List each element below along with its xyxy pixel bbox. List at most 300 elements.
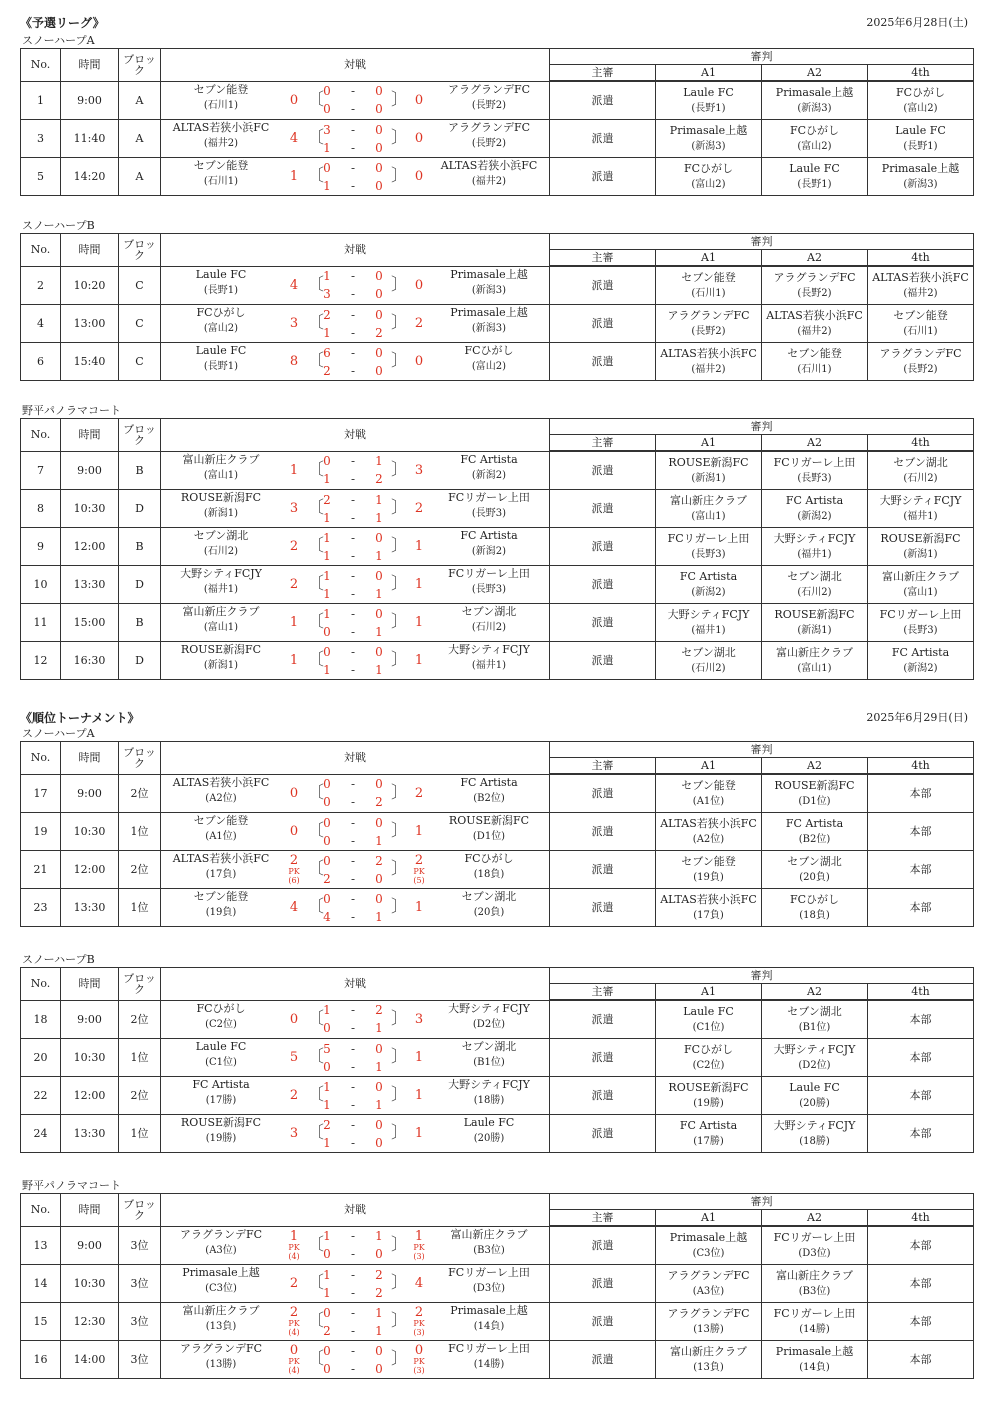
- away-total-score: [408, 343, 430, 380]
- match-cell: [161, 851, 550, 889]
- home-pk-score: (4): [288, 1328, 300, 1337]
- referee-a1-team-sub: (石川1): [691, 288, 726, 299]
- referee-a2-team-sub: (20負): [799, 872, 830, 883]
- referee-a2-team-name: アラグランデFC: [773, 271, 856, 284]
- match-no: 8: [21, 490, 61, 528]
- away-pk-label: PK: [413, 867, 425, 876]
- home-team: [161, 568, 281, 595]
- away-total-score: [408, 813, 430, 850]
- home-team: [161, 492, 281, 519]
- first-half-score: [317, 891, 389, 906]
- half-home-goals: 1: [323, 1097, 331, 1112]
- home-score: 0: [289, 92, 299, 108]
- home-team-sub: (長野1): [203, 361, 239, 372]
- half-away-goals: 0: [375, 815, 383, 830]
- half-home-goals: 0: [323, 795, 331, 810]
- matchup: [161, 1001, 549, 1038]
- referee-a2-team: [762, 894, 867, 921]
- home-team-name: Primasale上越: [182, 1266, 260, 1279]
- referee-a1-team-name: アラグランデFC: [667, 1269, 750, 1282]
- home-team: [161, 1117, 281, 1144]
- right-bracket: 〕: [391, 574, 408, 594]
- referee-a2-team-name: 大野シティFCJY: [773, 532, 856, 545]
- referee-a2-team: [762, 647, 867, 674]
- half-dash: -: [350, 548, 356, 563]
- second-half-score: [317, 1097, 389, 1112]
- header-no: No.: [21, 49, 61, 82]
- referee-a1-team-sub: (長野1): [691, 103, 726, 114]
- half-home-goals: 1: [323, 325, 331, 340]
- referee-fourth: [868, 81, 974, 120]
- referee-a2-team-name: セブン湖北: [787, 570, 842, 583]
- referee-a2-team: [762, 495, 867, 522]
- match-cell: [161, 266, 550, 305]
- half-away-goals: 0: [375, 122, 383, 137]
- second-half-score: [317, 363, 389, 378]
- match-time: 15:40: [61, 343, 119, 381]
- second-half-score: [317, 871, 389, 886]
- match-row: [21, 490, 974, 528]
- matchup: [161, 1227, 549, 1264]
- right-bracket: 〕: [391, 782, 408, 803]
- match-block: C: [119, 343, 161, 381]
- home-team: [161, 345, 281, 372]
- away-team-name: FCリガーレ上田: [448, 1266, 530, 1279]
- away-total-score: [408, 1341, 430, 1378]
- referee-a1-team-sub: (長野2): [691, 326, 726, 337]
- away-team-name: FC Artista: [460, 452, 518, 466]
- match-block: A: [119, 81, 161, 120]
- match-row: [21, 774, 974, 813]
- referee-main: 派遣: [550, 266, 656, 305]
- away-team-sub: (富山2): [471, 361, 507, 372]
- referee-fourth-team-sub: (福井1): [903, 511, 938, 522]
- match-no: 7: [21, 451, 61, 490]
- home-score: 3: [289, 1126, 299, 1141]
- match-time: 9:00: [61, 774, 119, 813]
- half-dash: -: [350, 644, 356, 659]
- away-pk-label: PK: [413, 1357, 425, 1366]
- half-home-goals: 0: [323, 160, 331, 175]
- half-scores: [317, 160, 389, 193]
- referee-a1-team-sub: (13負): [693, 1362, 724, 1373]
- header-4th: 4th: [868, 435, 974, 452]
- header-row: [21, 234, 974, 250]
- half-dash: -: [350, 287, 356, 302]
- home-total-score: [283, 267, 305, 304]
- home-total-score: [283, 158, 305, 195]
- home-team: [161, 1229, 281, 1256]
- section-title: 《予選リーグ》: [20, 16, 105, 30]
- right-bracket: 〕: [391, 313, 408, 333]
- referee-a1-team-sub: (C3位): [692, 1248, 725, 1259]
- home-score: 4: [289, 277, 299, 293]
- first-half-score: [317, 853, 389, 868]
- referee-a2-team-name: FCひがし: [789, 893, 840, 906]
- referee-fourth: 本部: [868, 1265, 974, 1303]
- home-score: 1: [289, 653, 299, 668]
- referee-a2-team-sub: (富山1): [797, 663, 832, 674]
- half-dash: -: [350, 568, 356, 583]
- home-pk-score: (4): [288, 1366, 300, 1375]
- match-row: [21, 528, 974, 566]
- match-no: 9: [21, 528, 61, 566]
- home-team-name: アラグランデFC: [179, 1342, 263, 1355]
- match-time: 10:30: [61, 1265, 119, 1303]
- half-scores: [317, 84, 389, 117]
- first-half-score: [317, 1343, 389, 1358]
- away-team: [429, 530, 549, 557]
- away-team: [429, 606, 549, 633]
- match-row: [21, 889, 974, 927]
- home-team-sub: (13勝): [205, 1359, 237, 1370]
- referee-fourth: [868, 343, 974, 381]
- header-time: 時間: [61, 234, 119, 267]
- away-team-name: 大野シティFCJY: [448, 643, 530, 656]
- match-time: 12:00: [61, 528, 119, 566]
- away-team-name: Laule FC: [463, 1116, 515, 1129]
- away-team-name: FCひがし: [464, 344, 514, 357]
- home-team-name: ALTAS若狭小浜FC: [172, 121, 270, 134]
- home-score: 2: [289, 539, 299, 554]
- header-4th: 4th: [868, 65, 974, 82]
- match-no: 6: [21, 343, 61, 381]
- referee-a2-team-sub: (石川2): [797, 587, 832, 598]
- match-block: 3位: [119, 1303, 161, 1341]
- left-bracket: 〔: [307, 459, 324, 480]
- half-away-goals: 1: [375, 1323, 383, 1338]
- home-total-score: [283, 1001, 305, 1038]
- first-half-score: [317, 307, 389, 322]
- matchup: [161, 82, 549, 119]
- matchup: [161, 1039, 549, 1076]
- home-team: [161, 307, 281, 334]
- home-team-sub: (A3位): [205, 1244, 237, 1256]
- referee-fourth: [868, 451, 974, 490]
- half-dash: -: [350, 307, 356, 322]
- referee-a1: [656, 1265, 762, 1303]
- half-scores: [317, 815, 389, 848]
- match-time: 13:30: [61, 889, 119, 927]
- left-bracket: 〔: [307, 313, 324, 333]
- left-bracket: 〔: [307, 1349, 324, 1369]
- header-a2: A2: [762, 758, 868, 775]
- away-score: 1: [414, 824, 424, 839]
- referee-a1-team-sub: (19負): [693, 872, 724, 883]
- first-half-score: [317, 492, 389, 507]
- matchup: [161, 1341, 549, 1378]
- header-block: ブロック: [119, 1194, 161, 1227]
- home-total-score: [283, 566, 305, 603]
- schedule-table: [20, 418, 974, 680]
- home-team-name: アラグランデFC: [179, 1227, 263, 1241]
- second-half-score: [317, 833, 389, 848]
- referee-main: 派遣: [550, 1341, 656, 1379]
- match-cell: [161, 1226, 550, 1265]
- home-team-sub: (福井2): [203, 138, 239, 149]
- match-time: 10:30: [61, 490, 119, 528]
- referee-a2-team: [762, 1006, 867, 1033]
- home-team-name: Laule FC: [195, 344, 247, 357]
- referee-a1-team-name: Laule FC: [683, 1005, 734, 1018]
- left-bracket: 〔: [307, 1311, 324, 1331]
- header-referee: 審判: [550, 234, 974, 250]
- away-total-score: [408, 1039, 430, 1076]
- matchup: [161, 305, 549, 342]
- half-dash: -: [350, 1343, 356, 1358]
- half-dash: -: [350, 606, 356, 621]
- half-away-goals: 1: [375, 1097, 383, 1112]
- match-block: 2位: [119, 1077, 161, 1115]
- half-away-goals: 0: [375, 84, 383, 99]
- half-home-goals: 0: [323, 102, 331, 117]
- home-score: 1: [289, 615, 299, 630]
- away-team: [429, 777, 549, 804]
- match-block: 3位: [119, 1265, 161, 1303]
- home-team-name: ROUSE新潟FC: [180, 643, 262, 656]
- referee-a1-team: [656, 1346, 761, 1373]
- away-pk-score: (3): [413, 1366, 425, 1375]
- referee-a1-team: [656, 856, 761, 883]
- right-bracket: 〕: [391, 1123, 408, 1143]
- second-half-score: [317, 1361, 389, 1376]
- matchup: [161, 158, 549, 195]
- match-no: 12: [21, 642, 61, 680]
- right-bracket: 〕: [391, 821, 408, 841]
- half-away-goals: 2: [375, 795, 383, 810]
- header-time: 時間: [61, 742, 119, 775]
- referee-a2: [762, 1039, 868, 1077]
- referee-a1-team: [656, 818, 761, 845]
- away-total-score: [408, 158, 430, 195]
- first-half-score: [317, 122, 389, 137]
- match-block: 2位: [119, 774, 161, 813]
- home-team-sub: (19勝): [205, 1133, 237, 1144]
- away-team-name: FC Artista: [460, 775, 518, 789]
- half-away-goals: 1: [375, 662, 383, 677]
- referee-a2: [762, 490, 868, 528]
- header-a1: A1: [656, 65, 762, 82]
- left-bracket: 〔: [307, 821, 324, 841]
- half-home-goals: 1: [323, 1267, 331, 1282]
- home-team: [161, 1041, 281, 1068]
- right-bracket: 〕: [391, 166, 408, 186]
- half-home-goals: 1: [323, 472, 331, 487]
- away-team-sub: (新潟3): [471, 323, 507, 334]
- second-half-score: [317, 472, 389, 487]
- referee-fourth-team-name: 大野シティFCJY: [879, 494, 962, 507]
- header-a2: A2: [762, 435, 868, 452]
- half-scores: [317, 307, 389, 340]
- away-total-score: [408, 851, 430, 888]
- away-total-score: [408, 775, 430, 812]
- match-block: D: [119, 642, 161, 680]
- header-time: 時間: [61, 968, 119, 1001]
- referee-a2-team-sub: (石川1): [797, 364, 832, 375]
- first-half-score: [317, 1267, 389, 1282]
- referee-fourth-team: [868, 348, 973, 375]
- away-score: 2: [414, 853, 424, 868]
- header-a1: A1: [656, 1210, 762, 1227]
- second-half-score: [317, 325, 389, 340]
- match-block: B: [119, 604, 161, 642]
- referee-a1-team-sub: (A1位): [692, 796, 725, 807]
- referee-a2-team: [762, 457, 867, 484]
- left-bracket: 〔: [307, 166, 324, 186]
- referee-fourth: 本部: [868, 851, 974, 889]
- home-team: [161, 269, 281, 296]
- referee-a1: [656, 490, 762, 528]
- away-total-score: [408, 1115, 430, 1152]
- away-team-sub: (D1位): [472, 831, 506, 842]
- home-team-name: ROUSE新潟FC: [180, 491, 262, 504]
- referee-a1-team: [656, 1270, 761, 1297]
- half-home-goals: 0: [323, 644, 331, 659]
- referee-a1-team: [656, 1120, 761, 1147]
- referee-a1-team-name: ROUSE新潟FC: [668, 1081, 749, 1094]
- right-bracket: 〕: [391, 128, 408, 148]
- second-half-score: [317, 586, 389, 601]
- half-dash: -: [350, 1059, 356, 1074]
- away-team-name: 富山新庄クラブ: [450, 1227, 528, 1241]
- referee-fourth-team: [868, 310, 973, 337]
- referee-a1-team: [656, 125, 761, 152]
- half-away-goals: 0: [375, 1247, 383, 1262]
- matchup: [161, 1077, 549, 1114]
- away-score: 1: [414, 1088, 424, 1103]
- match-time: 16:30: [61, 642, 119, 680]
- referee-main: 派遣: [550, 81, 656, 120]
- schedule-table: [20, 1193, 974, 1379]
- half-dash: -: [350, 1323, 356, 1338]
- referee-a2-team: [762, 87, 867, 114]
- referee-a2-team: [762, 856, 867, 883]
- first-half-score: [317, 84, 389, 99]
- away-pk-label: PK: [413, 1242, 425, 1252]
- home-total-score: [283, 813, 305, 850]
- match-time: 15:00: [61, 604, 119, 642]
- home-score: 0: [289, 824, 299, 839]
- half-scores: [317, 1305, 389, 1338]
- right-bracket: 〕: [391, 897, 408, 917]
- header-main-referee: 主審: [550, 65, 656, 82]
- home-team: [161, 454, 281, 481]
- header-row: [21, 1194, 974, 1210]
- left-bracket: 〔: [307, 89, 324, 110]
- away-team-sub: (石川2): [471, 622, 507, 633]
- referee-main: 派遣: [550, 120, 656, 158]
- half-scores: [317, 530, 389, 563]
- away-total-score: [408, 120, 430, 157]
- header-main-referee: 主審: [550, 1210, 656, 1227]
- venue-name: スノーハープB: [22, 953, 95, 966]
- match-no: 5: [21, 158, 61, 196]
- match-time: 10:20: [61, 266, 119, 305]
- second-half-score: [317, 1021, 389, 1036]
- match-cell: [161, 774, 550, 813]
- referee-main: 派遣: [550, 490, 656, 528]
- match-no: 16: [21, 1341, 61, 1379]
- home-team-sub: (富山1): [203, 622, 239, 633]
- home-team-name: FCひがし: [196, 1001, 246, 1015]
- match-cell: [161, 305, 550, 343]
- home-team-sub: (C2位): [205, 1018, 237, 1030]
- half-away-goals: 2: [375, 1267, 383, 1282]
- referee-fourth: [868, 490, 974, 528]
- matchup: [161, 775, 549, 812]
- matchup: [161, 1115, 549, 1152]
- half-away-goals: 0: [375, 287, 383, 302]
- half-home-goals: 0: [323, 454, 331, 469]
- match-row: [21, 343, 974, 381]
- match-cell: [161, 81, 550, 120]
- half-dash: -: [350, 1041, 356, 1056]
- match-cell: [161, 1077, 550, 1115]
- matchup: [161, 642, 549, 679]
- half-away-goals: 0: [375, 1117, 383, 1132]
- match-block: C: [119, 266, 161, 305]
- referee-a2-team-sub: (福井1): [797, 549, 832, 560]
- half-home-goals: 0: [323, 1247, 331, 1262]
- home-team: [161, 644, 281, 671]
- referee-a2-team-sub: (D1位): [798, 796, 831, 807]
- header-referee: 審判: [550, 968, 974, 984]
- away-score: 0: [414, 169, 424, 184]
- referee-a1: [656, 343, 762, 381]
- left-bracket: 〔: [307, 1008, 324, 1029]
- half-dash: -: [350, 871, 356, 886]
- referee-fourth-team-name: Primasale上越: [881, 162, 960, 175]
- referee-fourth-team: [868, 163, 973, 190]
- away-team-name: 大野シティFCJY: [448, 1078, 530, 1091]
- home-total-score: [283, 851, 305, 888]
- away-score: 2: [414, 785, 424, 801]
- away-team: [429, 1117, 549, 1144]
- home-team-name: ROUSE新潟FC: [180, 1116, 262, 1129]
- right-bracket: 〕: [391, 650, 408, 670]
- half-away-goals: 0: [375, 160, 383, 175]
- referee-a2: [762, 1265, 868, 1303]
- referee-fourth: [868, 566, 974, 604]
- referee-a2: [762, 1115, 868, 1153]
- header-4th: 4th: [868, 758, 974, 775]
- away-score: 2: [414, 1305, 424, 1320]
- away-team: [429, 307, 549, 334]
- away-team-name: セブン湖北: [461, 605, 517, 618]
- half-dash: -: [350, 140, 356, 155]
- half-dash: -: [350, 325, 356, 340]
- header-time: 時間: [61, 419, 119, 452]
- home-team: [161, 122, 281, 149]
- header-main-referee: 主審: [550, 984, 656, 1001]
- half-away-goals: 1: [375, 548, 383, 563]
- referee-fourth: 本部: [868, 1226, 974, 1265]
- half-away-goals: 0: [375, 345, 383, 360]
- away-team-name: Primasale上越: [450, 1304, 528, 1317]
- match-block: 1位: [119, 1115, 161, 1153]
- away-pk-label: PK: [413, 1319, 425, 1328]
- referee-a1: [656, 81, 762, 120]
- referee-a1: [656, 604, 762, 642]
- referee-fourth: 本部: [868, 1039, 974, 1077]
- referee-a1-team-name: ALTAS若狭小浜FC: [660, 347, 757, 360]
- referee-a2-team-sub: (B2位): [798, 834, 831, 845]
- referee-fourth: 本部: [868, 774, 974, 813]
- half-away-goals: 0: [375, 1079, 383, 1094]
- away-score: 4: [414, 1276, 424, 1291]
- section-date: 2025年6月28日(土): [866, 16, 968, 29]
- venue-name: スノーハープB: [22, 219, 95, 232]
